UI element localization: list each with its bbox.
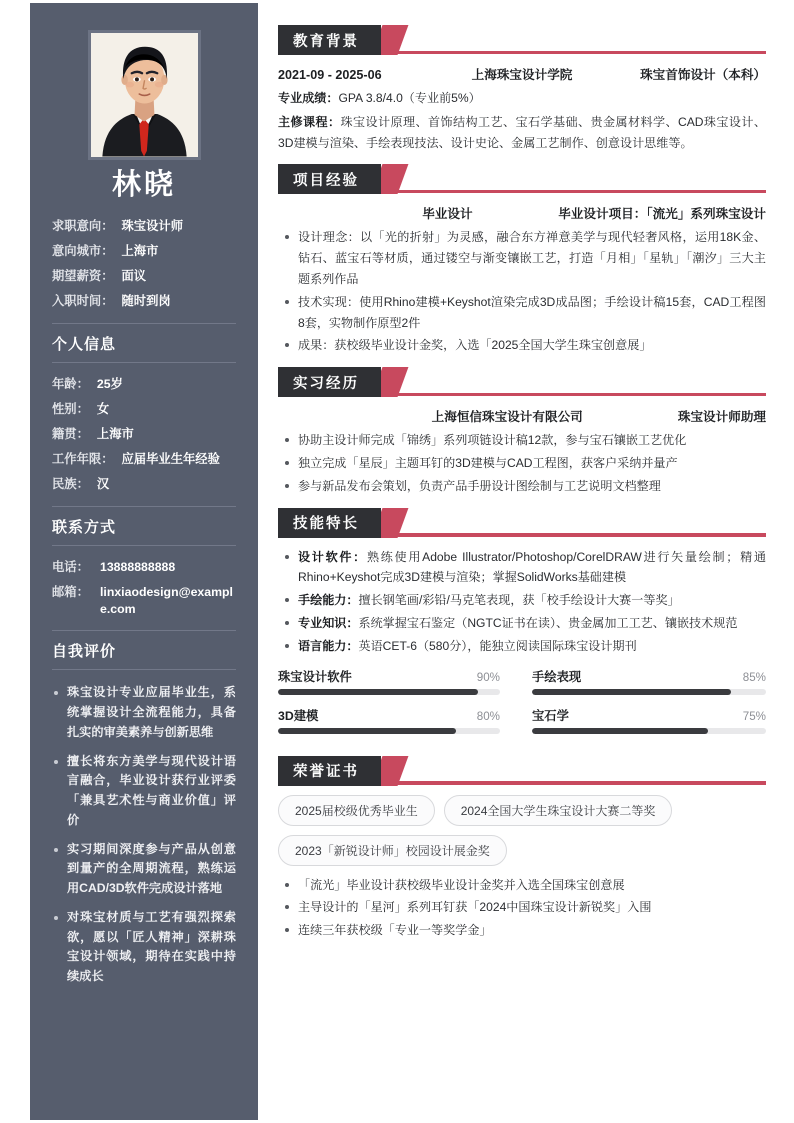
field-value: 珠宝设计师 xyxy=(121,219,183,234)
skill-bar-name: 手绘表现 xyxy=(532,669,582,684)
skill-bar-header xyxy=(532,667,766,685)
skill-bar-fill xyxy=(532,689,731,695)
sidebar-section-personal-info xyxy=(52,323,236,493)
list-item xyxy=(278,547,766,589)
skill-bar-fill xyxy=(532,728,708,734)
project-entry-header xyxy=(278,203,766,222)
contact-list xyxy=(52,559,236,617)
skill-bar-grid xyxy=(278,667,766,745)
honor-tag: 2023「新锐设计师」校园设计展金奖 xyxy=(278,835,507,866)
internship-list xyxy=(278,430,766,496)
sidebar xyxy=(30,3,258,1120)
page-title: 林晓 xyxy=(111,169,176,201)
skill-bar-name: 珠宝设计软件 xyxy=(278,669,352,684)
skill-bar-header xyxy=(532,706,766,724)
field-label: 期望薪资： xyxy=(52,269,114,284)
section-title: 实习经历 xyxy=(278,367,381,397)
email-value: linxiaodesign@example.com xyxy=(100,585,233,616)
honor-tag-list xyxy=(278,795,766,866)
field-label: 意向城市： xyxy=(52,244,114,259)
personal-info-row xyxy=(52,476,236,493)
field-label: 民族： xyxy=(52,477,89,492)
list-item xyxy=(278,636,766,657)
section-internship xyxy=(278,367,766,496)
project-role: 毕业设计 xyxy=(422,207,473,222)
field-label: 入职时间： xyxy=(52,294,114,309)
list-item: 擅长将东方美学与现代设计语言融合，毕业设计获行业评委「兼具艺术性与商业价值」评价 xyxy=(52,752,236,831)
skill-label: 专业知识： xyxy=(298,615,359,630)
contact-row-email xyxy=(52,584,236,617)
skill-bar-track xyxy=(532,689,766,695)
field-value: 应届毕业生年经验 xyxy=(121,452,220,467)
job-intent-row xyxy=(52,218,236,235)
list-item: 设计理念：以「光的折射」为灵感，融合东方禅意美学与现代轻奢风格，运用18K金、钻石、蓝宝石等材质，通过镂空与渐变镶嵌工艺，打造「月相」「星轨」「潮汐」三大主题系列作品 xyxy=(278,227,766,289)
skill-bar-name: 3D建模 xyxy=(278,708,319,723)
internship-entry-header xyxy=(278,406,766,425)
section-title: 联系方式 xyxy=(52,506,236,546)
contact-row-phone xyxy=(52,559,236,576)
skill-bar-fill xyxy=(278,728,456,734)
phone-value: 13888888888 xyxy=(100,559,176,574)
job-intent-row xyxy=(52,293,236,310)
section-title: 荣誉证书 xyxy=(278,756,381,786)
section-header xyxy=(278,367,766,397)
sidebar-section-self-evaluation xyxy=(52,630,236,987)
section-header xyxy=(278,756,766,786)
field-label: 年龄： xyxy=(52,377,89,392)
education-major: 珠宝首饰设计（本科） xyxy=(640,68,766,82)
field-value: 上海市 xyxy=(121,244,159,259)
internship-company: 上海恒信珠宝设计有限公司 xyxy=(431,410,583,425)
main-content xyxy=(272,3,772,962)
field-label: 工作年限： xyxy=(52,452,114,467)
education-entry-header xyxy=(278,64,766,83)
section-skills xyxy=(278,508,766,745)
list-item xyxy=(278,590,766,611)
skill-bar-track xyxy=(278,689,500,695)
field-value: 面议 xyxy=(121,269,147,284)
education-period: 2021-09 - 2025-06 xyxy=(278,68,382,82)
section-header xyxy=(278,508,766,538)
skill-bar-percent: 75% xyxy=(742,709,766,723)
skill-bar-header xyxy=(278,706,500,724)
field-value: 上海市 xyxy=(96,427,134,442)
list-item xyxy=(278,613,766,634)
section-header xyxy=(278,25,766,55)
personal-info-row xyxy=(52,401,236,418)
personal-info-list xyxy=(52,376,236,493)
field-value: 女 xyxy=(96,402,110,417)
list-item: 独立完成「星辰」主题耳钉的3D建模与CAD工程图，获客户采纳并量产 xyxy=(278,453,766,474)
list-item: 「流光」毕业设计获校级毕业设计金奖并入选全国珠宝创意展 xyxy=(278,875,766,896)
list-item: 主导设计的「星河」系列耳钉获「2024中国珠宝设计新锐奖」入围 xyxy=(278,897,766,918)
section-education xyxy=(278,25,766,153)
skill-bar-header xyxy=(278,667,500,685)
skill-bar-item xyxy=(278,706,522,734)
portrait-photo-icon xyxy=(91,33,198,157)
personal-info-row xyxy=(52,426,236,443)
section-header xyxy=(278,164,766,194)
field-label: 籍贯： xyxy=(52,427,89,442)
list-item: 对珠宝材质与工艺有强烈探索欲，愿以「匠人精神」深耕珠宝设计领域，期待在实践中持续成长 xyxy=(52,908,236,987)
skill-bar-item xyxy=(278,667,522,695)
skill-label: 语言能力： xyxy=(298,638,359,653)
list-item: 协助主设计师完成「锦绣」系列项链设计稿12款，参与宝石镶嵌工艺优化 xyxy=(278,430,766,451)
field-label: 主修课程： xyxy=(278,114,341,129)
list-item: 珠宝设计专业应届毕业生，系统掌握设计全流程能力，具备扎实的审美素养与创新思维 xyxy=(52,683,236,742)
field-value: GPA 3.8/4.0（专业前5%） xyxy=(338,91,481,105)
section-title: 自我评价 xyxy=(52,630,236,670)
personal-info-row xyxy=(52,451,236,468)
list-item: 技术实现：使用Rhino建模+Keyshot渲染完成3D成品图；手绘设计稿15套，CAD工程图8套，实物制作原型2件 xyxy=(278,292,766,334)
education-courses-line xyxy=(278,112,766,154)
skill-bar-percent: 85% xyxy=(742,670,766,684)
job-intent-row xyxy=(52,268,236,285)
list-item: 连续三年获校级「专业一等奖学金」 xyxy=(278,920,766,941)
skill-text: 擅长钢笔画/彩铅/马克笔表现，获「校手绘设计大赛一等奖」 xyxy=(358,593,680,608)
list-item: 实习期间深度参与产品从创意到量产的全周期流程，熟练运用CAD/3D软件完成设计落地 xyxy=(52,840,236,899)
skill-text: 系统掌握宝石鉴定（NGTC证书在读）、贵金属加工工艺、镶嵌技术规范 xyxy=(358,615,738,630)
honor-list xyxy=(278,875,766,941)
skill-label: 设计软件： xyxy=(298,549,367,564)
field-label: 邮箱： xyxy=(52,585,89,600)
skill-bar-percent: 90% xyxy=(476,670,500,684)
field-value: 汉 xyxy=(96,477,110,492)
skill-bar-fill xyxy=(278,689,478,695)
section-title: 项目经验 xyxy=(278,164,381,194)
skill-text: 熟练使用Adobe Illustrator/Photoshop/CorelDRAW进行矢量绘制；精通Rhino+Keyshot完成3D建模与渲染；掌握SolidWorks基础建模 xyxy=(298,549,766,585)
list-item: 成果：获校级毕业设计金奖，入选「2025全国大学生珠宝创意展」 xyxy=(278,335,766,356)
self-evaluation-list xyxy=(52,683,236,987)
honor-tag: 2025届校级优秀毕业生 xyxy=(278,795,435,826)
skill-bar-item xyxy=(522,706,766,734)
education-school: 上海珠宝设计学院 xyxy=(471,68,573,82)
field-label: 专业成绩： xyxy=(278,91,339,105)
job-intent-row xyxy=(52,243,236,260)
field-label: 求职意向： xyxy=(52,219,114,234)
project-list xyxy=(278,227,766,356)
field-label: 电话： xyxy=(52,559,89,574)
personal-info-row xyxy=(52,376,236,393)
sidebar-section-contact xyxy=(52,506,236,617)
field-value: 珠宝设计原理、首饰结构工艺、宝石学基础、贵金属材料学、CAD珠宝设计、3D建模与渲染、手绘表现技法、设计史论、金属工艺制作、创意设计思维等。 xyxy=(278,114,766,150)
section-title: 个人信息 xyxy=(52,323,236,363)
education-gpa-line xyxy=(278,88,766,109)
skills-list xyxy=(278,547,766,657)
skill-bar-percent: 80% xyxy=(476,709,500,723)
section-project xyxy=(278,164,766,356)
skill-bar-name: 宝石学 xyxy=(532,708,569,723)
skill-bar-item xyxy=(522,667,766,695)
field-value: 随时到岗 xyxy=(121,294,171,309)
job-intent-list xyxy=(52,218,236,310)
skill-label: 手绘能力： xyxy=(298,593,359,608)
field-label: 性别： xyxy=(52,402,89,417)
project-name: 毕业设计项目：「流光」系列珠宝设计 xyxy=(558,207,766,222)
section-honors xyxy=(278,756,766,941)
honor-tag: 2024全国大学生珠宝设计大赛二等奖 xyxy=(444,795,673,826)
section-title: 教育背景 xyxy=(278,25,381,55)
skill-bar-track xyxy=(532,728,766,734)
section-title: 技能特长 xyxy=(278,508,381,538)
avatar xyxy=(88,30,201,160)
internship-position: 珠宝设计师助理 xyxy=(677,410,766,425)
list-item: 参与新品发布会策划，负责产品手册设计图绘制与工艺说明文档整理 xyxy=(278,476,766,497)
field-value: 25岁 xyxy=(96,377,123,392)
skill-text: 英语CET-6（580分），能独立阅读国际珠宝设计期刊 xyxy=(358,638,637,653)
skill-bar-track xyxy=(278,728,500,734)
